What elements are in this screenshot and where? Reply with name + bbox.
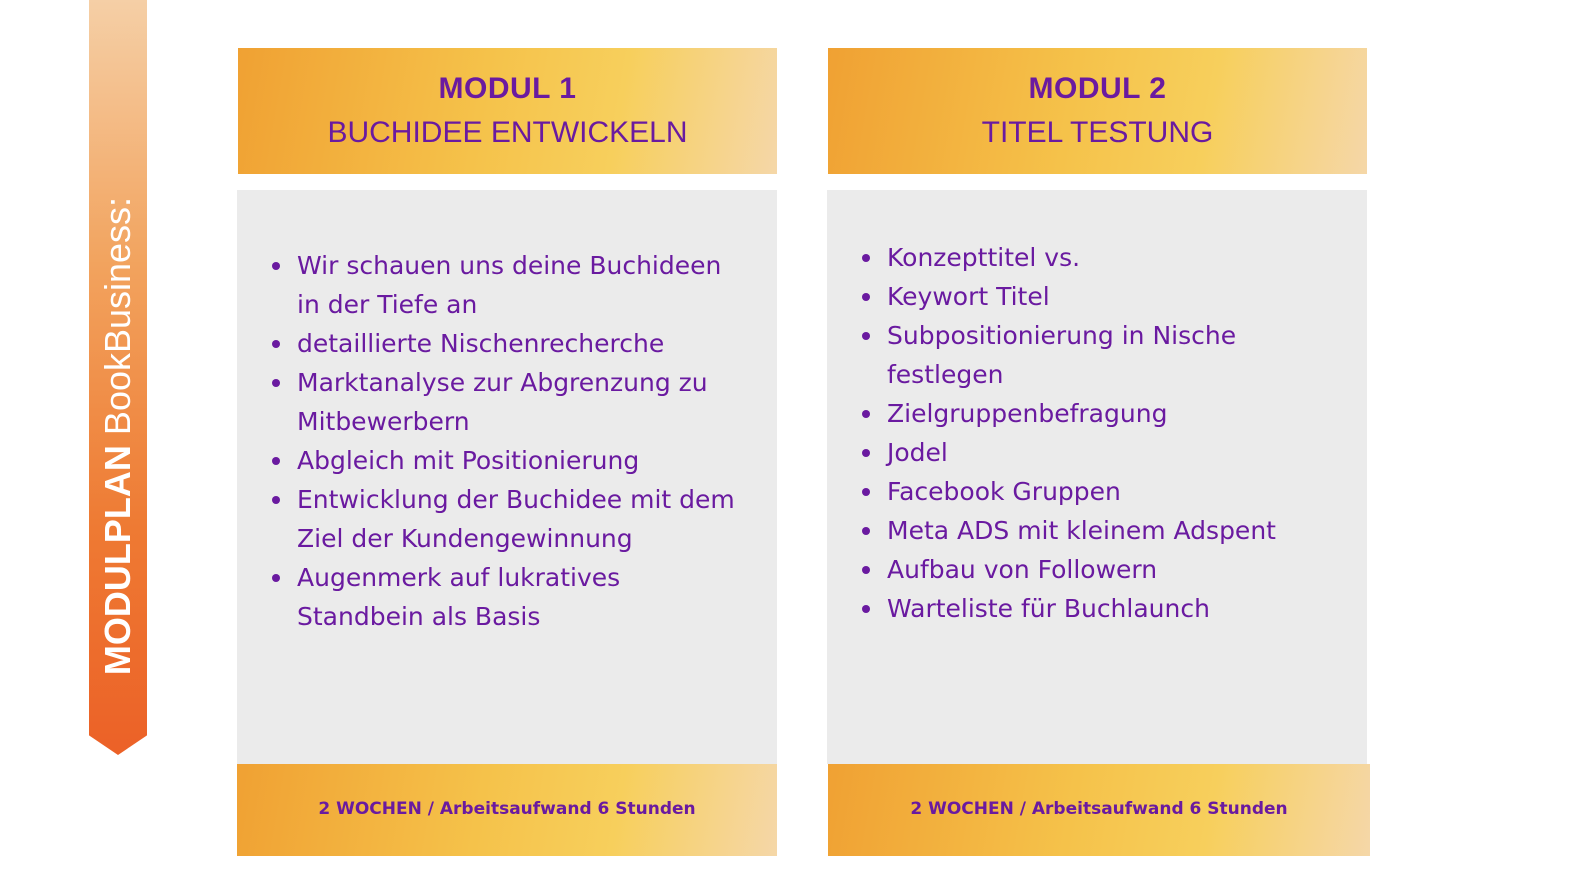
- list-item: Facebook Gruppen: [887, 472, 1327, 511]
- list-item: Warteliste für Buchlaunch: [887, 589, 1327, 628]
- list-item: Abgleich mit Positionierung: [297, 441, 737, 480]
- module-1-footer: 2 WOCHEN / Arbeitsaufwand 6 Stunden: [237, 764, 777, 856]
- module-2-content: [827, 190, 1367, 764]
- list-item: Keywort Titel: [887, 277, 1327, 316]
- module-1-subtitle: BUCHIDEE ENTWICKELN: [327, 116, 688, 149]
- module-2-list: [827, 190, 1327, 628]
- sidebar-title: [97, 196, 138, 676]
- module-2-footer: 2 WOCHEN / Arbeitsaufwand 6 Stunden: [828, 764, 1370, 856]
- module-2-header: [828, 48, 1367, 174]
- list-item: Augenmerk auf lukratives Standbein als Basis: [297, 558, 737, 636]
- module-1-list: [237, 190, 737, 636]
- list-item: Entwicklung der Buchidee mit dem Ziel der Kundengewinnung: [297, 480, 737, 558]
- list-item: Subpositionierung in Nische festlegen: [887, 316, 1327, 394]
- module-1-title: MODUL 1: [438, 72, 577, 105]
- list-item: Konzepttitel vs.: [887, 238, 1327, 277]
- list-item: Aufbau von Followern: [887, 550, 1327, 589]
- list-item: Meta ADS mit kleinem Adspent: [887, 511, 1327, 550]
- list-item: Marktanalyse zur Abgrenzung zu Mitbewerbern: [297, 363, 737, 441]
- list-item: detaillierte Nischenrecherche: [297, 324, 737, 363]
- sidebar-title-bold: MODULPLAN: [97, 445, 138, 676]
- module-1-header: [238, 48, 777, 174]
- module-2-title: MODUL 2: [1028, 72, 1167, 105]
- module-2-subtitle: TITEL TESTUNG: [981, 116, 1214, 149]
- list-item: Zielgruppenbefragung: [887, 394, 1327, 433]
- list-item: Wir schauen uns deine Buchideen in der Tiefe an: [297, 246, 737, 324]
- module-1-content: [237, 190, 777, 764]
- list-item: Jodel: [887, 433, 1327, 472]
- sidebar-title-light: BookBusiness:: [97, 196, 138, 436]
